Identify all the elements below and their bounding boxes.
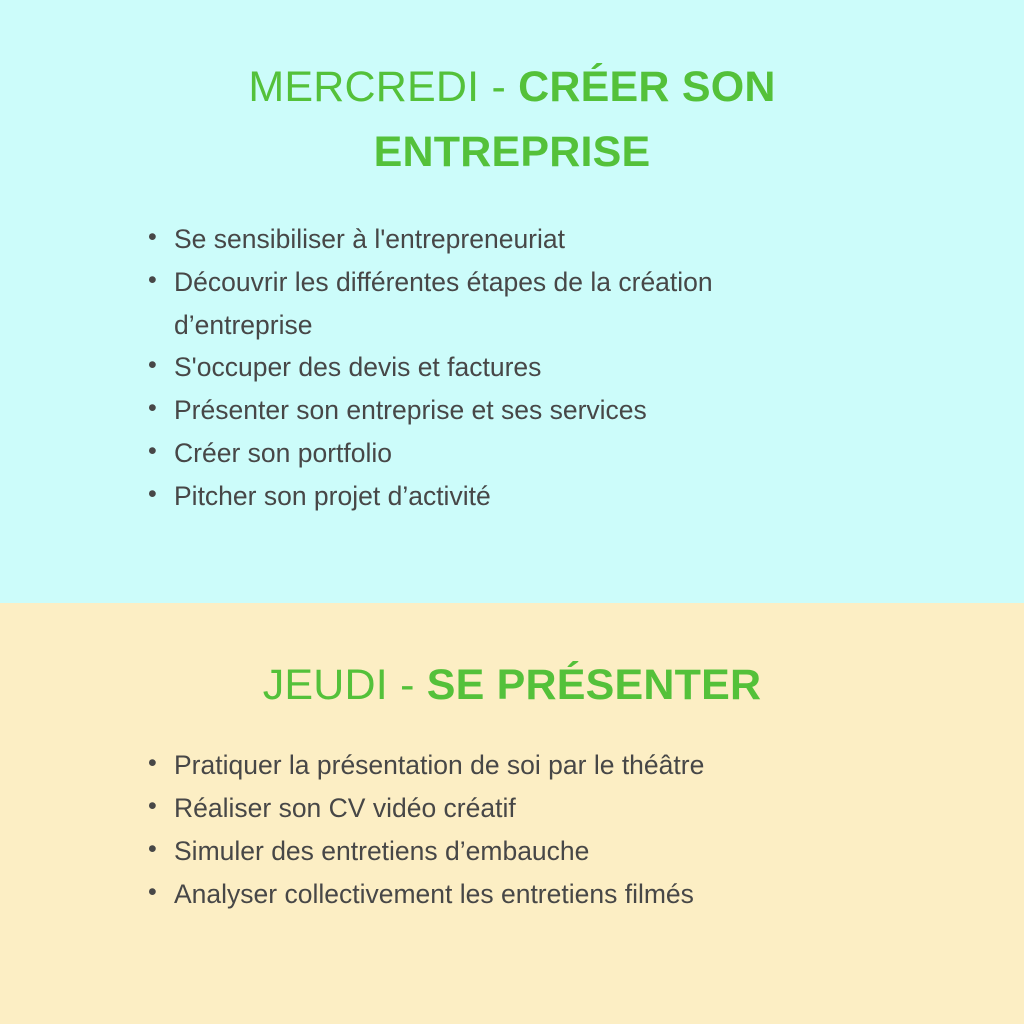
jeudi-day-label: JEUDI bbox=[262, 661, 388, 709]
list-item: • Se sensibiliser à l'entrepreneuriat bbox=[148, 218, 854, 261]
list-item: • Réaliser son CV vidéo créatif bbox=[148, 787, 874, 830]
mercredi-topic-label: CRÉER SON ENTREPRISE bbox=[373, 63, 776, 177]
mercredi-day-label: MERCREDI bbox=[248, 63, 480, 111]
mercredi-title bbox=[110, 55, 914, 186]
list-item: • Pitcher son projet d’activité bbox=[148, 475, 854, 518]
jeudi-title bbox=[110, 653, 914, 718]
list-item: • Découvrir les différentes étapes de la création d’entreprise bbox=[148, 261, 854, 347]
jeudi-topic-label: SE PRÉSENTER bbox=[426, 661, 762, 709]
list-item: • Présenter son entreprise et ses services bbox=[148, 389, 854, 432]
jeudi-bullet-list bbox=[110, 744, 914, 916]
list-item: • Analyser collectivement les entretiens filmés bbox=[148, 873, 874, 916]
list-item: • Simuler des entretiens d’embauche bbox=[148, 830, 874, 873]
list-item: • S'occuper des devis et factures bbox=[148, 346, 854, 389]
section-jeudi bbox=[0, 603, 1024, 1024]
list-item: • Créer son portfolio bbox=[148, 432, 854, 475]
jeudi-title-separator: - bbox=[387, 661, 427, 709]
mercredi-title-separator: - bbox=[479, 63, 519, 111]
list-item: • Pratiquer la présentation de soi par le théâtre bbox=[148, 744, 874, 787]
mercredi-bullet-list bbox=[110, 218, 914, 518]
